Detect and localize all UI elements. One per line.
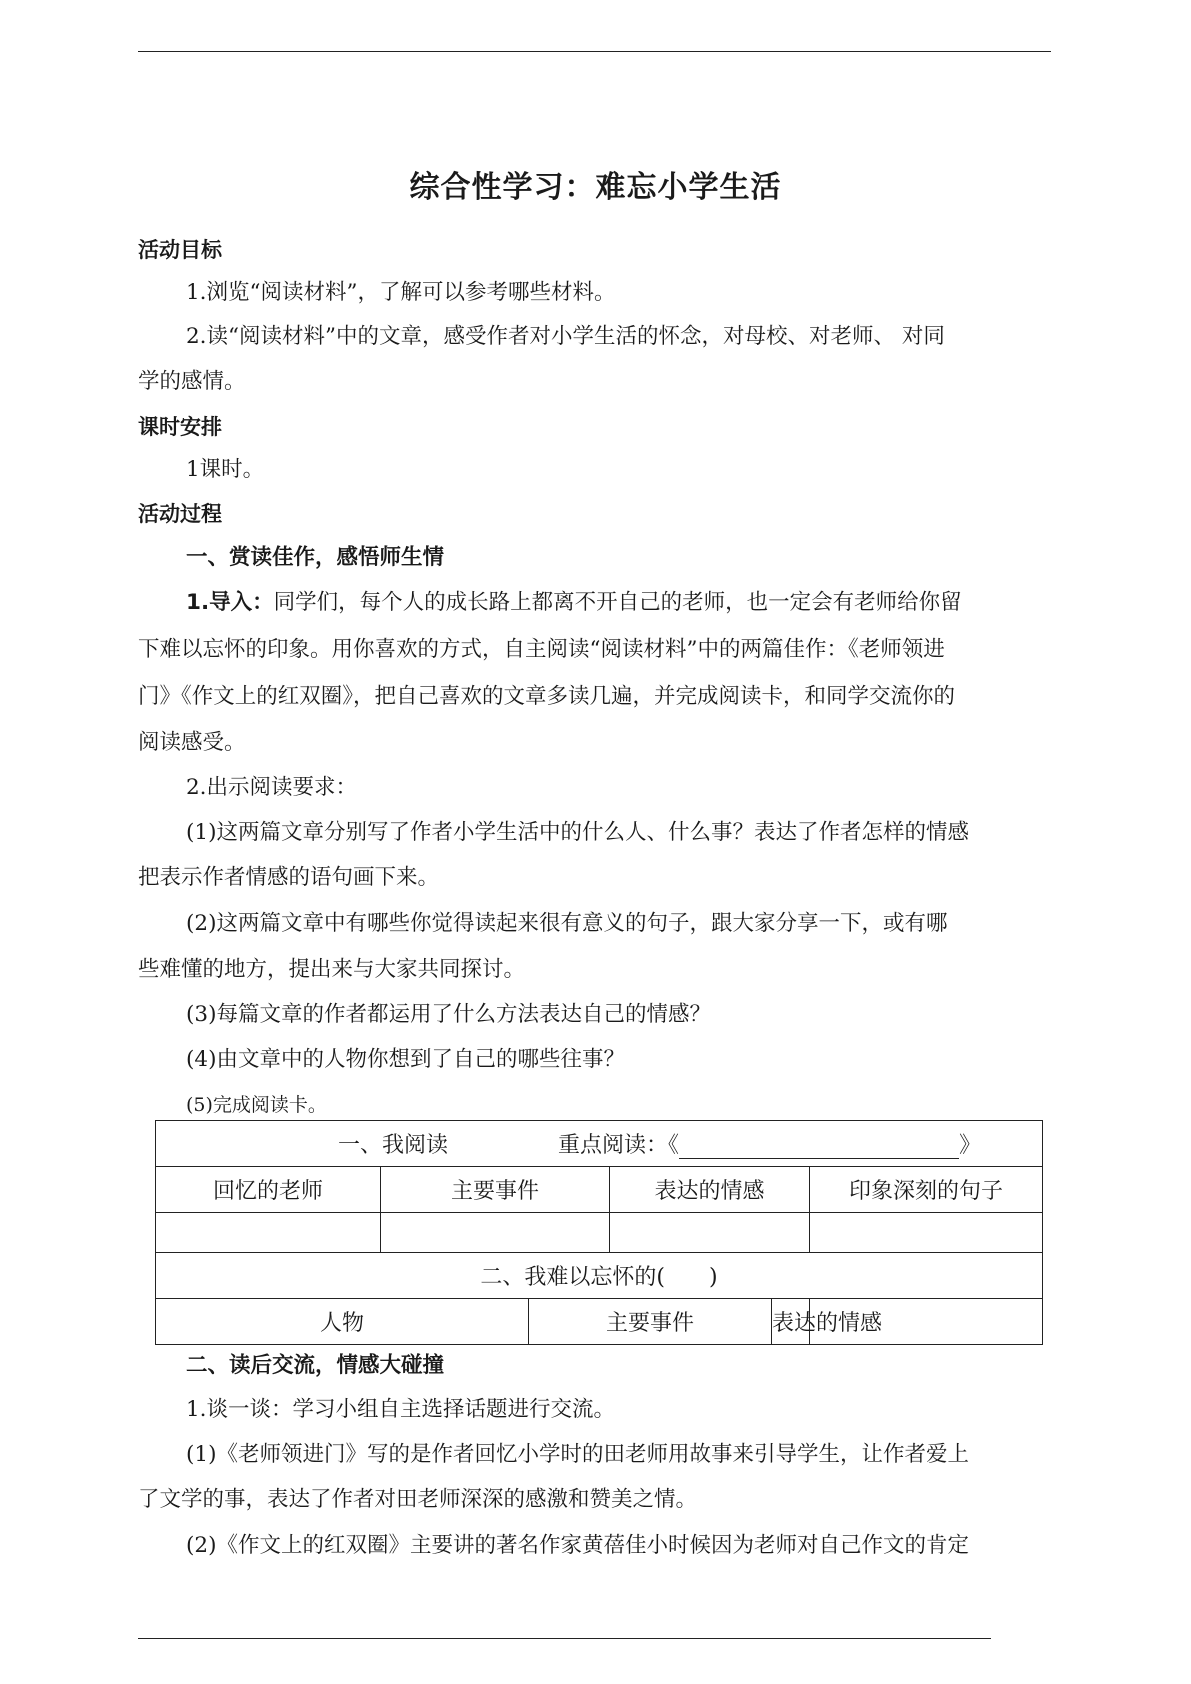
goal-heading: 活动目标 bbox=[138, 238, 222, 262]
card-cell-teacher[interactable] bbox=[156, 1213, 381, 1253]
card-header-person: 人物 bbox=[156, 1299, 529, 1345]
schedule-text: 1课时。 bbox=[186, 457, 265, 482]
process-heading: 活动过程 bbox=[138, 502, 222, 526]
card-focus-label: 重点阅读：《 bbox=[558, 1133, 680, 1158]
schedule-heading: 课时安排 bbox=[138, 415, 222, 439]
requirement-5: (5)完成阅读卡。 bbox=[186, 1094, 327, 1116]
card-header-emotion: 表达的情感 bbox=[610, 1167, 810, 1213]
card-cell-emotion[interactable] bbox=[610, 1213, 810, 1253]
requirement-1-cont: 把表示作者情感的语句画下来。 bbox=[138, 865, 440, 890]
goal-item-1: 1.浏览“阅读材料”，了解可以参考哪些材料。 bbox=[186, 280, 616, 305]
card-row-memorable: 二、我难以忘怀的( ) bbox=[156, 1253, 1043, 1299]
goal-item-2: 2.读“阅读材料”中的文章，感受作者对小学生活的怀念，对母校、对老师、 对同 bbox=[186, 324, 945, 349]
card-header-event-2: 主要事件 bbox=[529, 1299, 772, 1345]
requirements-heading: 2.出示阅读要求： bbox=[186, 775, 358, 800]
intro-line-2: 下难以忘怀的印象。用你喜欢的方式，自主阅读“阅读材料”中的两篇佳作：《老师领进 bbox=[138, 637, 945, 662]
card-cell-event[interactable] bbox=[381, 1213, 610, 1253]
card-header-sentence: 印象深刻的句子 bbox=[810, 1167, 1043, 1213]
talk-1-item-2: (2)《作文上的红双圈》主要讲的著名作家黄蓓佳小时候因为老师对自己作文的肯定 bbox=[186, 1533, 969, 1558]
footer-rule bbox=[138, 1638, 991, 1639]
intro-line-4: 阅读感受。 bbox=[138, 730, 246, 755]
talk-1-item-1-cont: 了文学的事，表达了作者对田老师深深的感激和赞美之情。 bbox=[138, 1487, 698, 1512]
document-title: 综合性学习：难忘小学生活 bbox=[409, 170, 782, 205]
talk-1: 1.谈一谈：学习小组自主选择话题进行交流。 bbox=[186, 1397, 616, 1422]
intro-line-1 bbox=[186, 588, 962, 618]
intro-label: 1.导入： bbox=[186, 590, 274, 615]
requirement-2-cont: 些难懂的地方，提出来与大家共同探讨。 bbox=[138, 957, 526, 982]
talk-1-item-1: (1)《老师领进门》写的是作者回忆小学时的田老师用故事来引导学生，让作者爱上 bbox=[186, 1442, 969, 1467]
part2-heading: 二、读后交流，情感大碰撞 bbox=[186, 1353, 445, 1378]
card-header-teacher: 回忆的老师 bbox=[156, 1167, 381, 1213]
requirement-3: (3)每篇文章的作者都运用了什么方法表达自己的情感？ bbox=[186, 1002, 711, 1027]
card-header-emotion-2: 表达的情感 bbox=[772, 1299, 810, 1345]
intro-text: 同学们，每个人的成长路上都离不开自己的老师，也一定会有老师给你留 bbox=[273, 590, 962, 615]
reading-card-table bbox=[155, 1120, 1043, 1345]
card-row-reading bbox=[156, 1121, 1043, 1167]
requirement-2: (2)这两篇文章中有哪些你觉得读起来很有意义的句子，跟大家分享一下，或有哪 bbox=[186, 911, 948, 936]
focus-title-blank[interactable] bbox=[679, 1136, 959, 1159]
requirement-1: (1)这两篇文章分别写了作者小学生活中的什么人、什么事？表达了作者怎样的情感 bbox=[186, 820, 969, 845]
card-cell-sentence[interactable] bbox=[810, 1213, 1043, 1253]
card-header-event: 主要事件 bbox=[381, 1167, 610, 1213]
requirement-4: (4)由文章中的人物你想到了自己的哪些往事？ bbox=[186, 1047, 625, 1072]
card-i-read-label: 一、我阅读 bbox=[338, 1133, 449, 1158]
card-focus-close: 》 bbox=[959, 1133, 982, 1158]
intro-line-3: 门》《作文上的红双圈》，把自己喜欢的文章多读几遍，并完成阅读卡，和同学交流你的 bbox=[138, 684, 956, 709]
header-rule bbox=[138, 51, 1051, 52]
goal-item-2-cont: 学的感情。 bbox=[138, 369, 246, 394]
part1-heading: 一、赏读佳作，感悟师生情 bbox=[186, 545, 445, 570]
